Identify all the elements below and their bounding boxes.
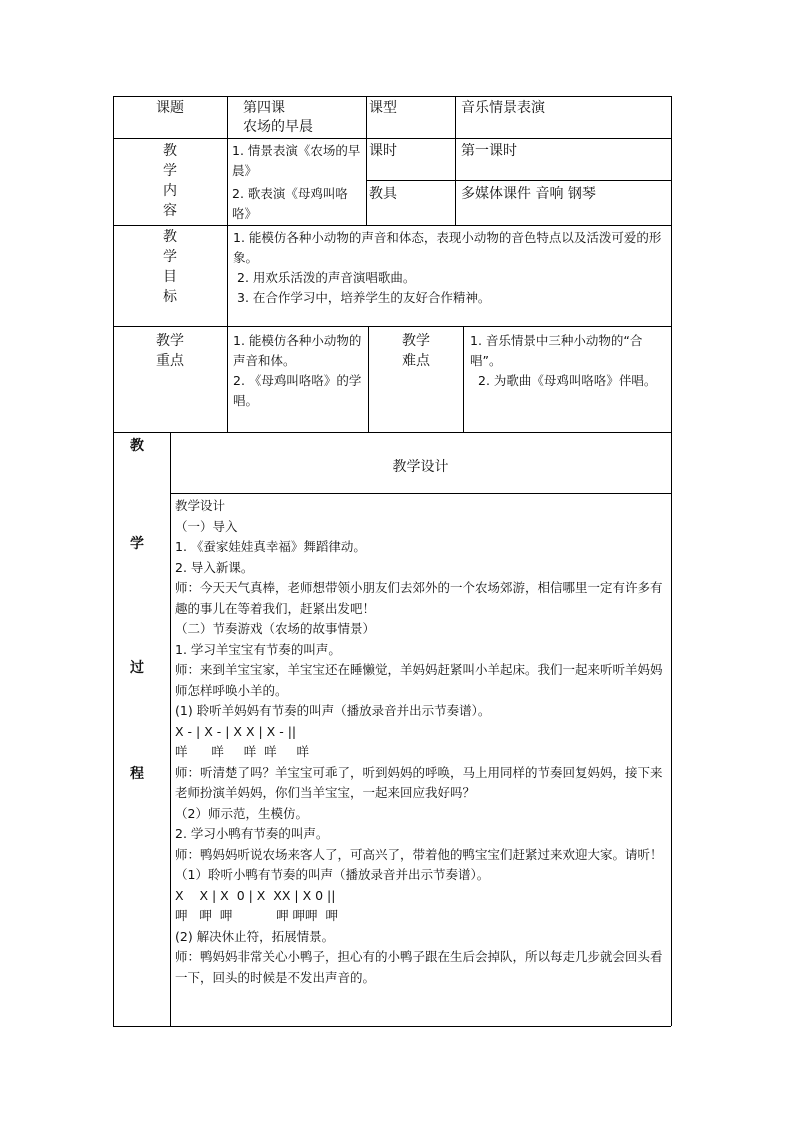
process-step: （2）师示范，生模仿。: [175, 805, 308, 821]
table-border-top: [113, 96, 671, 97]
goal-1: 1. 能模仿各种小动物的声音和体态，表现小动物的音色特点以及活泼可爱的形象。: [233, 230, 662, 265]
row-divider: [366, 180, 671, 181]
column-divider: [455, 96, 456, 225]
row-divider: [113, 326, 671, 327]
goal-2: 2. 用欢乐活泼的声音演唱歌曲。: [237, 270, 416, 285]
teacher-speech: 师：听清楚了吗？羊宝宝可乖了，听到妈妈的呼唤，马上用同样的节奏回复妈妈，接下来老师扮演羊妈妈，你们当羊宝宝，一起来回应我好吗？: [175, 764, 663, 800]
process-step: （一）导入: [175, 518, 238, 534]
lesson-plan-table: [113, 96, 671, 1026]
table-border-left: [113, 432, 114, 1026]
process-step: 1. 《蚕家娃娃真幸福》舞蹈律动。: [175, 539, 366, 554]
teacher-speech: 师：鸭妈妈听说农场来客人了，可高兴了，带着他的鸭宝宝们赶紧过来欢迎大家。请听！: [175, 846, 663, 862]
key-point-label: 教学 重点: [156, 333, 184, 369]
difficult-point-label: 教学 难点: [402, 333, 430, 369]
content-item-2: 2. 歌表演《母鸡叫咯咯》: [232, 186, 348, 221]
column-divider: [227, 96, 228, 432]
duck-rhythm-notation: X X | X 0 | X XX | X 0 ||: [175, 887, 336, 903]
teaching-design-content: [175, 496, 667, 988]
content-label: 教 学 内 容: [163, 143, 177, 219]
column-divider: [366, 96, 367, 225]
row-divider: [113, 225, 671, 226]
type-label: 课型: [369, 100, 397, 116]
process-side-label: 程: [130, 766, 144, 782]
goals-label: 教 学 目 标: [163, 229, 177, 305]
tools-label: 教具: [369, 186, 397, 202]
key-point-2: 2. 《母鸡叫咯咯》的学唱。: [233, 373, 362, 408]
content-item-1: 1. 情景表演《农场的早晨》: [232, 143, 361, 178]
table-border-bottom: [113, 1026, 671, 1027]
process-side-label: 教: [130, 438, 144, 454]
type-value: 音乐情景表演: [461, 100, 545, 116]
process-heading: 教学设计: [175, 498, 226, 513]
process-column-divider: [170, 432, 171, 1026]
process-side-label: 过: [130, 660, 144, 676]
process-step: （1）聆听小鸭有节奏的叫声（播放录音并出示节奏谱）。: [175, 867, 490, 882]
hours-label: 课时: [369, 143, 397, 159]
sheep-rhythm-notation: X - | X - | X X | X - ||: [175, 723, 297, 739]
process-title-divider: [170, 493, 671, 494]
topic-label: 课题: [156, 100, 184, 116]
teaching-design-title: 教学设计: [392, 459, 449, 475]
goal-3: 3. 在合作学习中，培养学生的友好合作精神。: [237, 290, 491, 305]
sheep-call-lyrics: 咩 咩 咩 咩 咩: [175, 744, 310, 759]
column-divider: [463, 326, 464, 432]
process-step: 1. 学习羊宝宝有节奏的叫声。: [175, 641, 341, 657]
process-step: 2. 学习小鸭有节奏的叫声。: [175, 826, 329, 841]
teaching-process-section: [113, 432, 671, 1026]
teacher-speech: 师：今天天气真棒，老师想带领小朋友们去郊外的一个农场郊游，相信哪里一定有许多有趣的事儿在等着我们，赶紧出发吧！: [175, 580, 663, 616]
hours-value: 第一课时: [461, 143, 517, 159]
process-step: (2) 解决休止符，拓展情景。: [175, 928, 335, 944]
difficult-point-2: 2. 为歌曲《母鸡叫咯咯》伴唱。: [478, 373, 657, 388]
process-step: (1) 聆听羊妈妈有节奏的叫声（播放录音并出示节奏谱）。: [175, 703, 491, 718]
tools-value: 多媒体课件 音响 钢琴: [461, 186, 596, 202]
table-border-right: [671, 432, 672, 1026]
table-border-right: [671, 96, 672, 432]
teacher-speech: 师：鸭妈妈非常关心小鸭子，担心有的小鸭子跟在生后会掉队，所以每走几步就会回头看一下，回头的时候是不发出声音的。: [175, 949, 663, 985]
process-step: 2. 导入新课。: [175, 559, 254, 575]
duck-call-lyrics: 呷 呷 呷 呷 呷呷 呷: [175, 908, 338, 923]
row-divider: [113, 138, 671, 139]
process-step: （二）节奏游戏（农场的故事情景）: [175, 621, 376, 636]
difficult-point-1: 1. 音乐情景中三种小动物的“合唱”。: [470, 333, 643, 368]
topic-subtitle: 农场的早晨: [243, 119, 313, 135]
header-grid: [113, 96, 671, 432]
topic-title: 第四课: [243, 100, 285, 116]
key-point-1: 1. 能模仿各种小动物的声音和体。: [233, 333, 362, 368]
process-side-label: 学: [130, 536, 144, 552]
teacher-speech: 师：来到羊宝宝家，羊宝宝还在睡懒觉，羊妈妈赶紧叫小羊起床。我们一起来听听羊妈妈师怎样呼唤小羊的。: [175, 662, 663, 698]
